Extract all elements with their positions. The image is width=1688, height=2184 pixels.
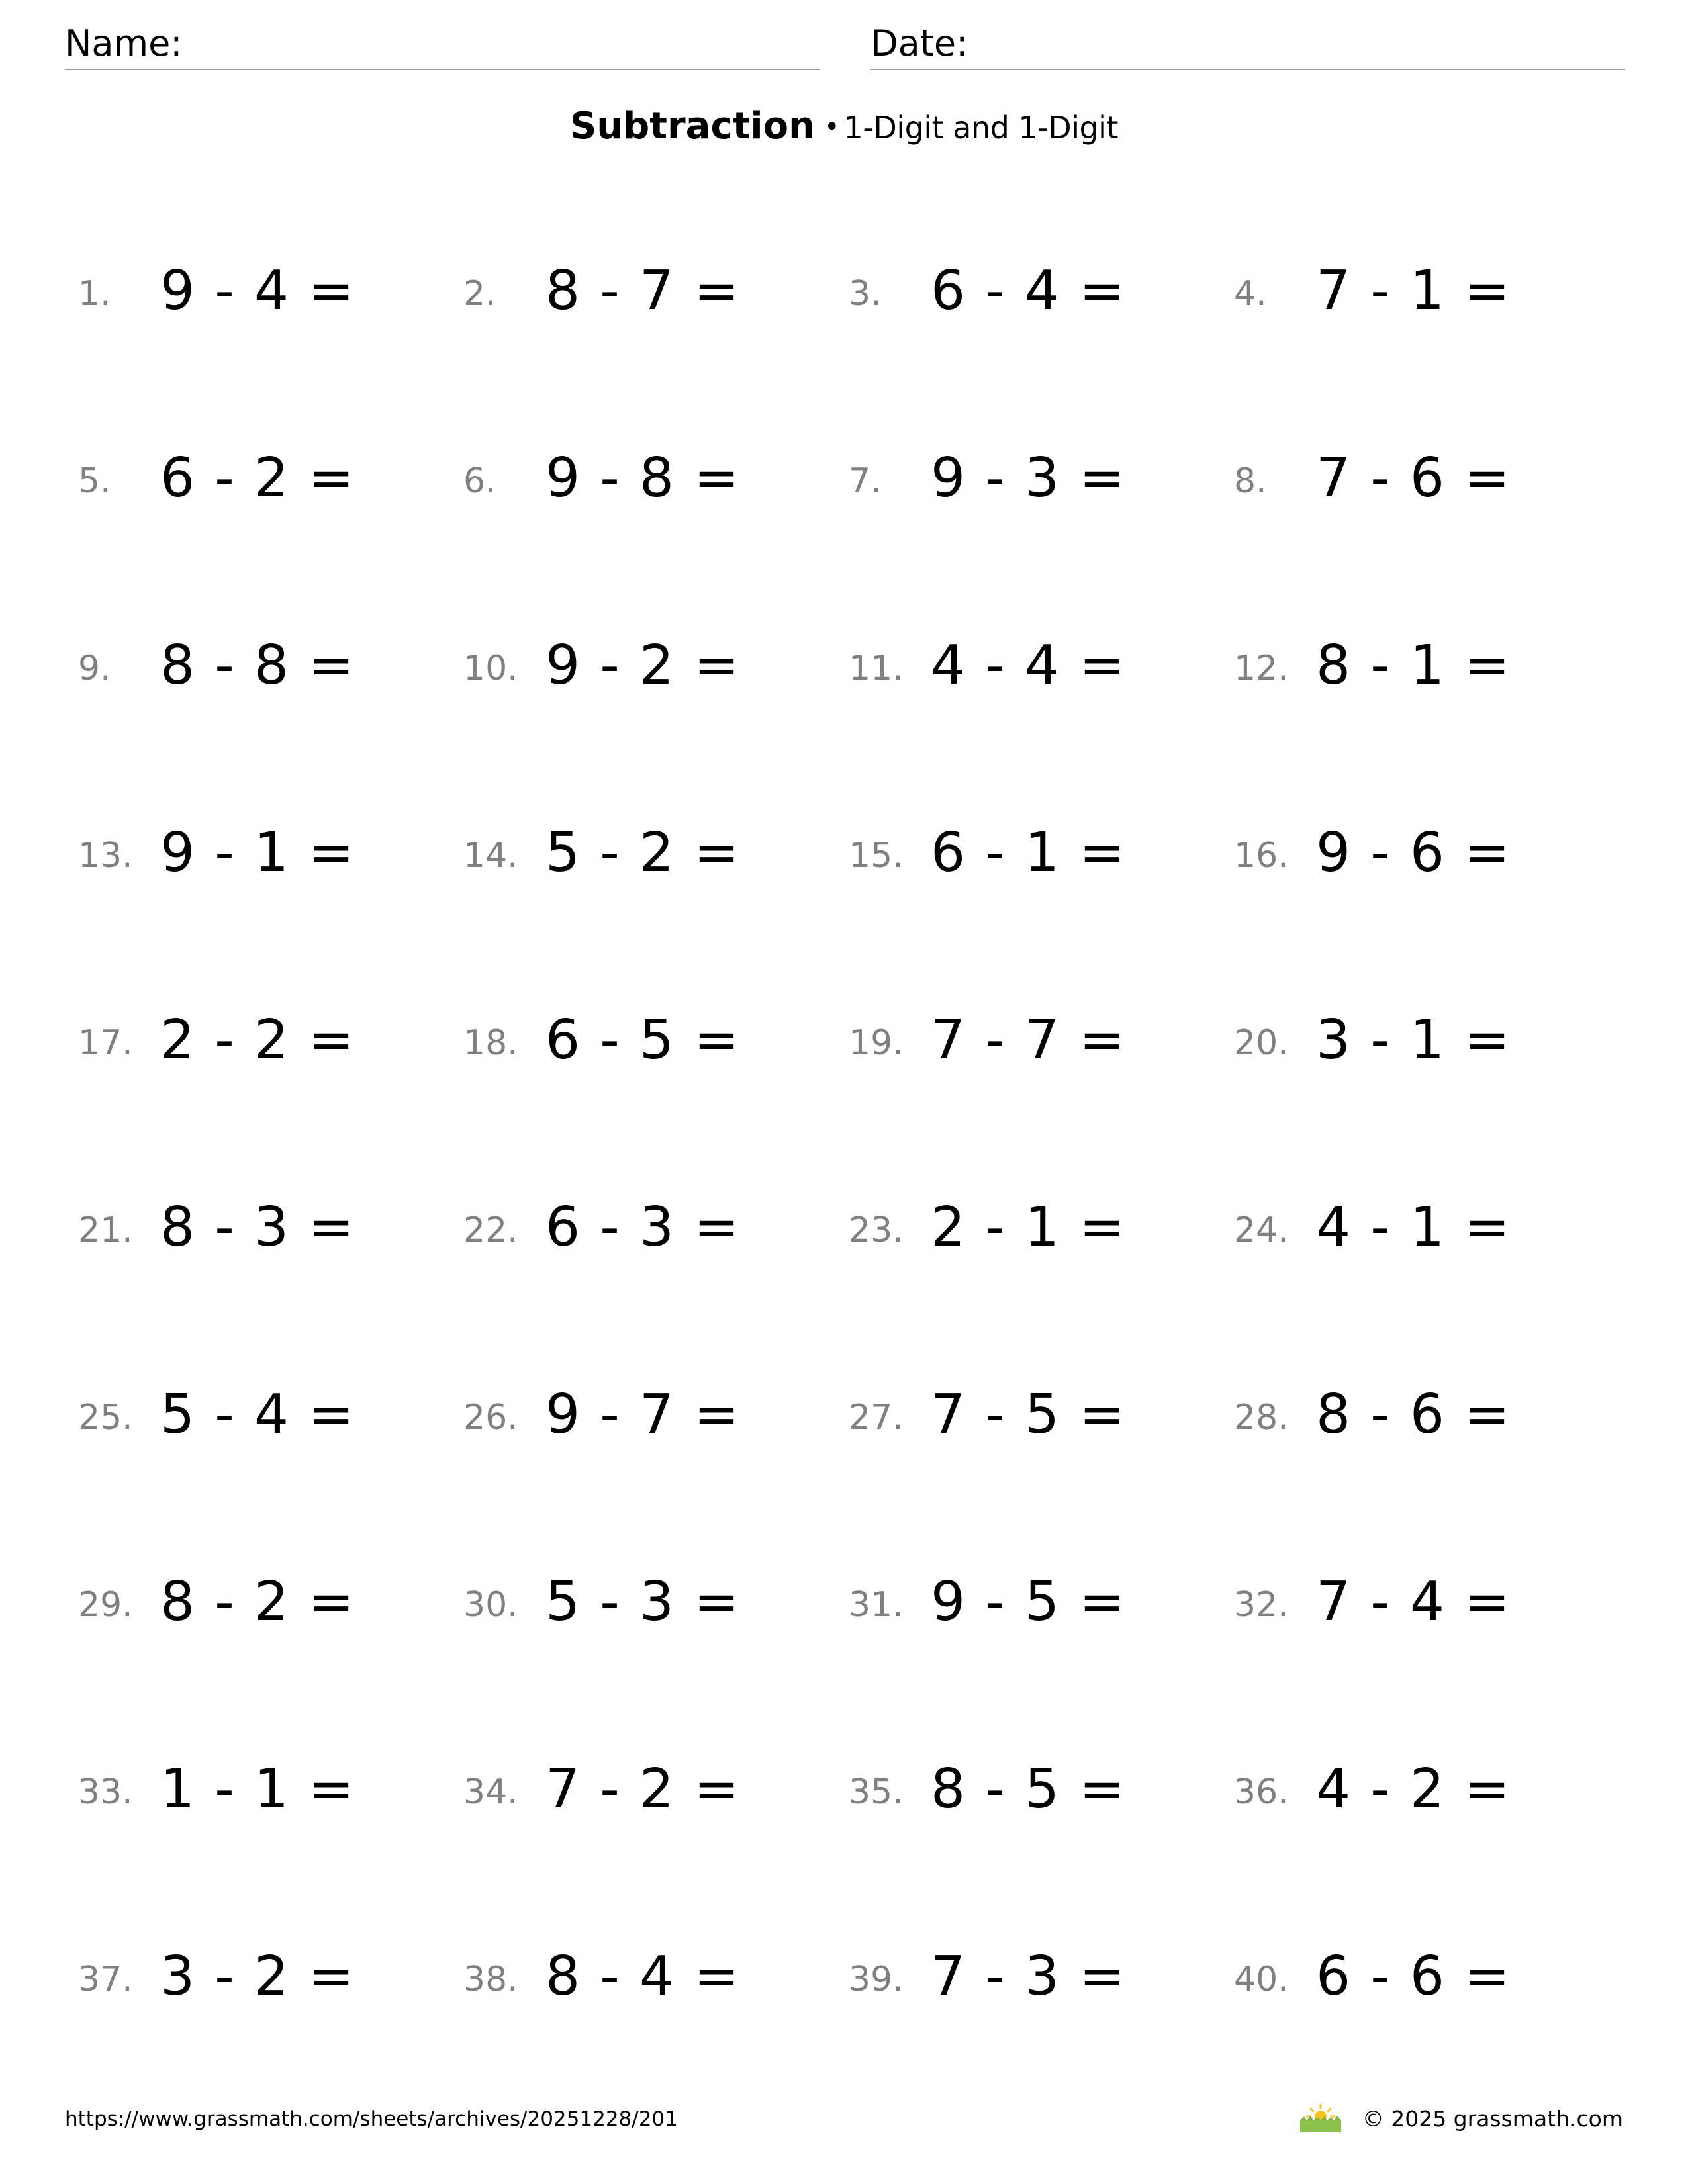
problem-expression: 8 - 4 = bbox=[545, 1945, 741, 2008]
problem-number: 8. bbox=[1234, 461, 1267, 501]
problem-expression: 7 - 3 = bbox=[931, 1945, 1126, 2008]
problem-expression: 9 - 8 = bbox=[545, 447, 741, 510]
problem-number: 21. bbox=[78, 1210, 133, 1250]
problem-number: 22. bbox=[463, 1210, 518, 1250]
problem-number: 27. bbox=[849, 1398, 904, 1437]
problem-expression: 3 - 2 = bbox=[160, 1945, 355, 2008]
title-main: Subtraction bbox=[569, 105, 815, 148]
problem-expression: 2 - 2 = bbox=[160, 1009, 355, 1071]
problem-expression: 6 - 4 = bbox=[931, 259, 1126, 322]
problem-expression: 6 - 3 = bbox=[545, 1196, 741, 1259]
problem-number: 18. bbox=[463, 1023, 518, 1063]
problem-expression: 3 - 1 = bbox=[1316, 1009, 1511, 1071]
problem-expression: 2 - 1 = bbox=[931, 1196, 1126, 1259]
problem-expression: 7 - 1 = bbox=[1316, 259, 1511, 322]
problem-number: 10. bbox=[463, 649, 518, 688]
problem-number: 3. bbox=[849, 274, 882, 314]
problem-number: 39. bbox=[849, 1960, 904, 1999]
problem-expression: 4 - 1 = bbox=[1316, 1196, 1511, 1259]
title-separator: • bbox=[823, 112, 840, 142]
problem-number: 29. bbox=[78, 1585, 133, 1625]
problem-expression: 7 - 2 = bbox=[545, 1758, 741, 1821]
problem-expression: 8 - 1 = bbox=[1316, 634, 1511, 697]
worksheet-title bbox=[0, 105, 1688, 148]
name-label: Name: bbox=[65, 23, 183, 64]
problem-number: 19. bbox=[849, 1023, 904, 1063]
problem-number: 31. bbox=[849, 1585, 904, 1625]
problem-expression: 9 - 7 = bbox=[545, 1383, 741, 1446]
footer-brand bbox=[1299, 2102, 1623, 2135]
problem-number: 24. bbox=[1234, 1210, 1289, 1250]
problem-number: 30. bbox=[463, 1585, 518, 1625]
problem-expression: 7 - 7 = bbox=[931, 1009, 1126, 1071]
problem-number: 15. bbox=[849, 836, 904, 876]
problem-expression: 4 - 2 = bbox=[1316, 1758, 1511, 1821]
problem-number: 28. bbox=[1234, 1398, 1289, 1437]
problem-number: 2. bbox=[463, 274, 496, 314]
problem-expression: 1 - 1 = bbox=[160, 1758, 355, 1821]
problem-expression: 6 - 6 = bbox=[1316, 1945, 1511, 2008]
problem-number: 6. bbox=[463, 461, 496, 501]
problem-expression: 9 - 5 = bbox=[931, 1570, 1126, 1633]
problem-number: 5. bbox=[78, 461, 111, 501]
problem-expression: 4 - 4 = bbox=[931, 634, 1126, 697]
problem-number: 4. bbox=[1234, 274, 1267, 314]
problem-expression: 6 - 1 = bbox=[931, 821, 1126, 884]
problem-number: 35. bbox=[849, 1772, 904, 1812]
footer-url: https://www.grassmath.com/sheets/archives/20251228/201 bbox=[65, 2107, 678, 2131]
problem-number: 25. bbox=[78, 1398, 133, 1437]
problem-expression: 8 - 2 = bbox=[160, 1570, 355, 1633]
problem-expression: 5 - 3 = bbox=[545, 1570, 741, 1633]
problem-expression: 9 - 2 = bbox=[545, 634, 741, 697]
problem-number: 23. bbox=[849, 1210, 904, 1250]
problem-expression: 8 - 3 = bbox=[160, 1196, 355, 1259]
problem-number: 20. bbox=[1234, 1023, 1289, 1063]
problem-number: 26. bbox=[463, 1398, 518, 1437]
problem-expression: 9 - 6 = bbox=[1316, 821, 1511, 884]
problem-number: 7. bbox=[849, 461, 882, 501]
title-subtitle: 1-Digit and 1-Digit bbox=[843, 110, 1118, 146]
problem-number: 38. bbox=[463, 1960, 518, 1999]
problem-expression: 6 - 5 = bbox=[545, 1009, 741, 1071]
problem-expression: 9 - 3 = bbox=[931, 447, 1126, 510]
problem-expression: 7 - 6 = bbox=[1316, 447, 1511, 510]
problem-number: 34. bbox=[463, 1772, 518, 1812]
problem-number: 1. bbox=[78, 274, 111, 314]
problem-number: 32. bbox=[1234, 1585, 1289, 1625]
problem-number: 14. bbox=[463, 836, 518, 876]
problem-number: 11. bbox=[849, 649, 904, 688]
date-field[interactable] bbox=[870, 20, 1625, 70]
problem-expression: 9 - 4 = bbox=[160, 259, 355, 322]
problem-number: 40. bbox=[1234, 1960, 1289, 1999]
problem-expression: 7 - 4 = bbox=[1316, 1570, 1511, 1633]
problem-expression: 6 - 2 = bbox=[160, 447, 355, 510]
problem-number: 36. bbox=[1234, 1772, 1289, 1812]
problem-expression: 5 - 4 = bbox=[160, 1383, 355, 1446]
date-label: Date: bbox=[870, 23, 968, 64]
problem-number: 9. bbox=[78, 649, 111, 688]
problem-expression: 8 - 7 = bbox=[545, 259, 741, 322]
problem-expression: 5 - 2 = bbox=[545, 821, 741, 884]
problem-number: 33. bbox=[78, 1772, 133, 1812]
problem-expression: 8 - 5 = bbox=[931, 1758, 1126, 1821]
problem-number: 16. bbox=[1234, 836, 1289, 876]
problem-expression: 9 - 1 = bbox=[160, 821, 355, 884]
problem-expression: 8 - 6 = bbox=[1316, 1383, 1511, 1446]
problem-number: 12. bbox=[1234, 649, 1289, 688]
name-field[interactable] bbox=[65, 20, 820, 70]
problem-number: 17. bbox=[78, 1023, 133, 1063]
problem-expression: 7 - 5 = bbox=[931, 1383, 1126, 1446]
problem-number: 13. bbox=[78, 836, 133, 876]
footer-copyright: © 2025 grassmath.com bbox=[1362, 2105, 1623, 2132]
problem-number: 37. bbox=[78, 1960, 133, 1999]
grass-sun-logo-icon bbox=[1299, 2103, 1342, 2134]
problem-expression: 8 - 8 = bbox=[160, 634, 355, 697]
